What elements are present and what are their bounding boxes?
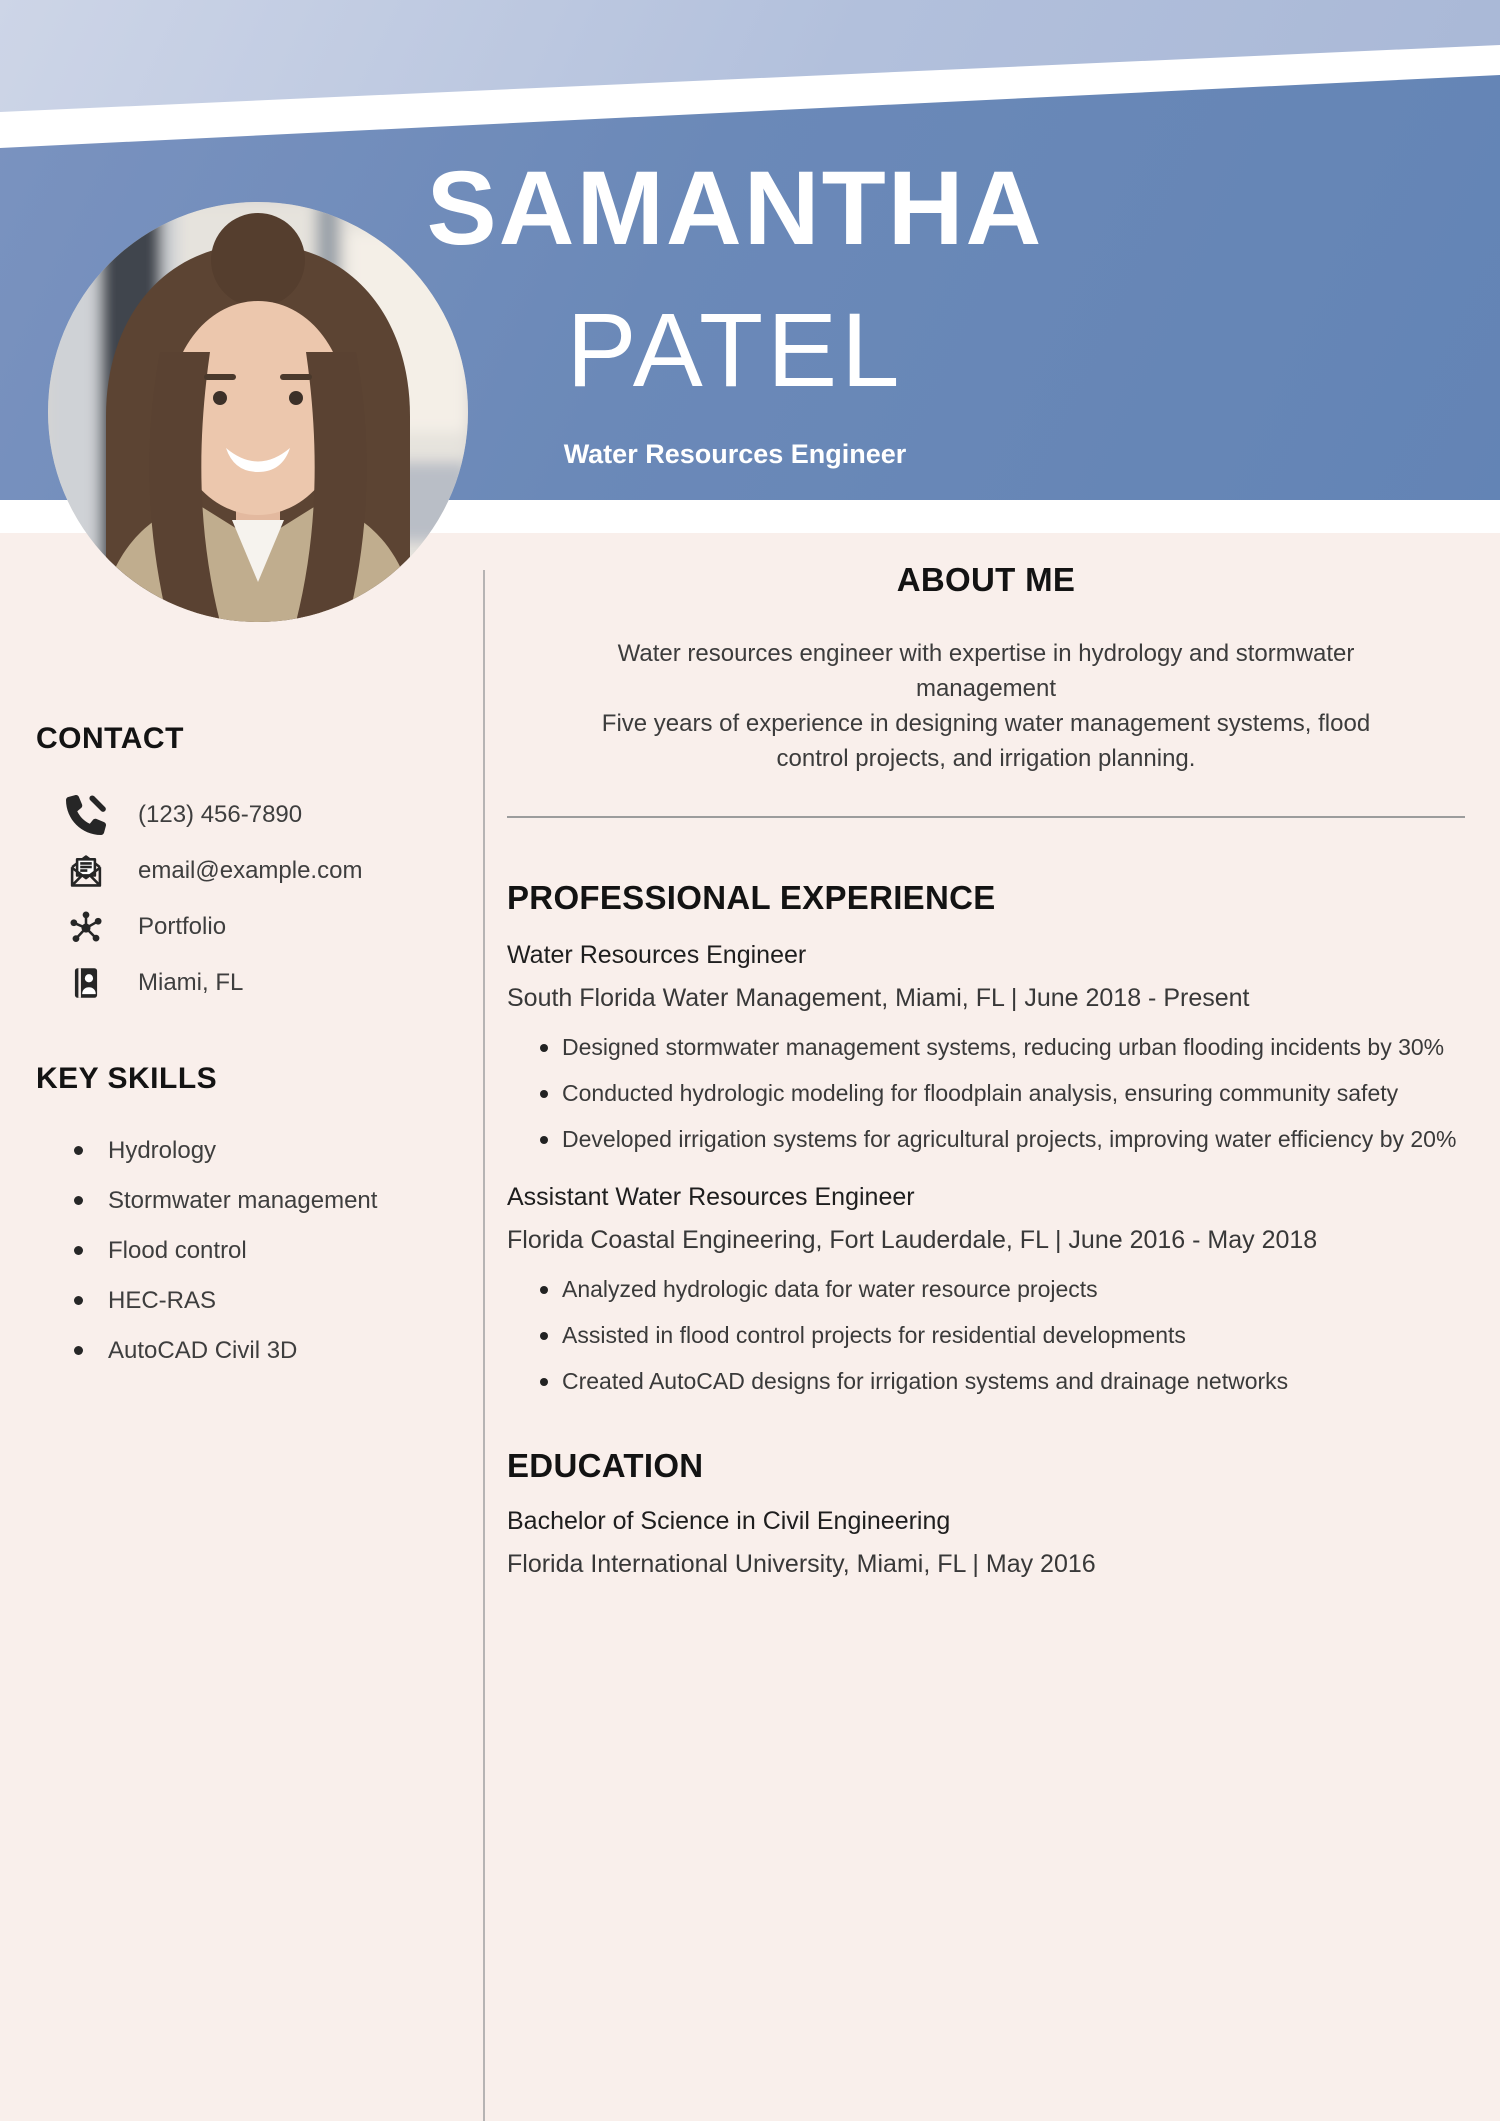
contact-heading: CONTACT [36,722,184,755]
skills-list [36,1136,466,1366]
column-divider [483,570,485,2121]
job-meta: Florida Coastal Engineering, Fort Lauderdale, FL | June 2016 - May 2018 [507,1226,1318,1254]
email-icon [66,851,106,891]
portrait-placeholder-svg [48,202,468,622]
about-text-line2: Five years of experience in designing water management systems, flood control projects, and irrigation planning. [601,710,1371,772]
phone-icon [66,795,106,835]
name-last: PATEL [566,292,904,409]
skill-item: Flood control [108,1236,466,1266]
job-meta: South Florida Water Management, Miami, FL | June 2018 - Present [507,984,1250,1012]
education-heading: EDUCATION [507,1447,704,1484]
job-bullet: Designed stormwater management systems, reducing urban flooding incidents by 30% [562,1031,1465,1064]
skill-item: AutoCAD Civil 3D [108,1336,466,1366]
job-bullet-list [507,1273,1465,1398]
section-divider-rule [507,816,1465,818]
contact-email-text: email@example.com [138,857,363,884]
skill-item: HEC-RAS [108,1286,466,1316]
contact-portfolio-text: Portfolio [138,913,227,940]
job-title: Water Resources Engineer [507,941,807,969]
about-heading: ABOUT ME [896,561,1076,598]
main-column [507,560,1465,1579]
contact-row-email [66,852,466,890]
job-bullet: Analyzed hydrologic data for water resource projects [562,1273,1465,1306]
portfolio-icon [66,907,106,947]
job-bullet: Conducted hydrologic modeling for floodplain analysis, ensuring community safety [562,1077,1465,1110]
contact-row-portfolio [66,908,466,946]
key-skills-heading: KEY SKILLS [36,1062,218,1095]
contact-phone-text: (123) 456-7890 [138,801,303,828]
about-text-line1: Water resources engineer with expertise in hydrology and stormwater management [617,640,1355,702]
education-school: Florida International University, Miami, FL | May 2016 [507,1550,1096,1578]
experience-heading: PROFESSIONAL EXPERIENCE [507,879,996,916]
skill-item: Stormwater management [108,1186,466,1216]
contact-location-text: Miami, FL [138,969,244,996]
education-degree: Bachelor of Science in Civil Engineering [507,1507,951,1535]
profile-photo [48,202,468,622]
contact-section [36,722,466,1020]
job-title: Assistant Water Resources Engineer [507,1183,915,1211]
contact-row-phone [66,796,466,834]
location-icon [66,963,106,1003]
key-skills-section [36,1062,466,1386]
contact-list [36,796,466,1002]
job-bullet: Developed irrigation systems for agricultural projects, improving water efficiency by 20% [562,1123,1465,1156]
job-entry [507,940,1465,1156]
job-bullet: Assisted in flood control projects for residential developments [562,1319,1465,1352]
contact-row-location [66,964,466,1002]
name-first: SAMANTHA [426,150,1044,267]
job-entry [507,1182,1465,1398]
skill-item: Hydrology [108,1136,466,1166]
job-bullet-list [507,1031,1465,1156]
header-subtitle: Water Resources Engineer [563,439,907,469]
job-bullet: Created AutoCAD designs for irrigation systems and drainage networks [562,1365,1465,1398]
